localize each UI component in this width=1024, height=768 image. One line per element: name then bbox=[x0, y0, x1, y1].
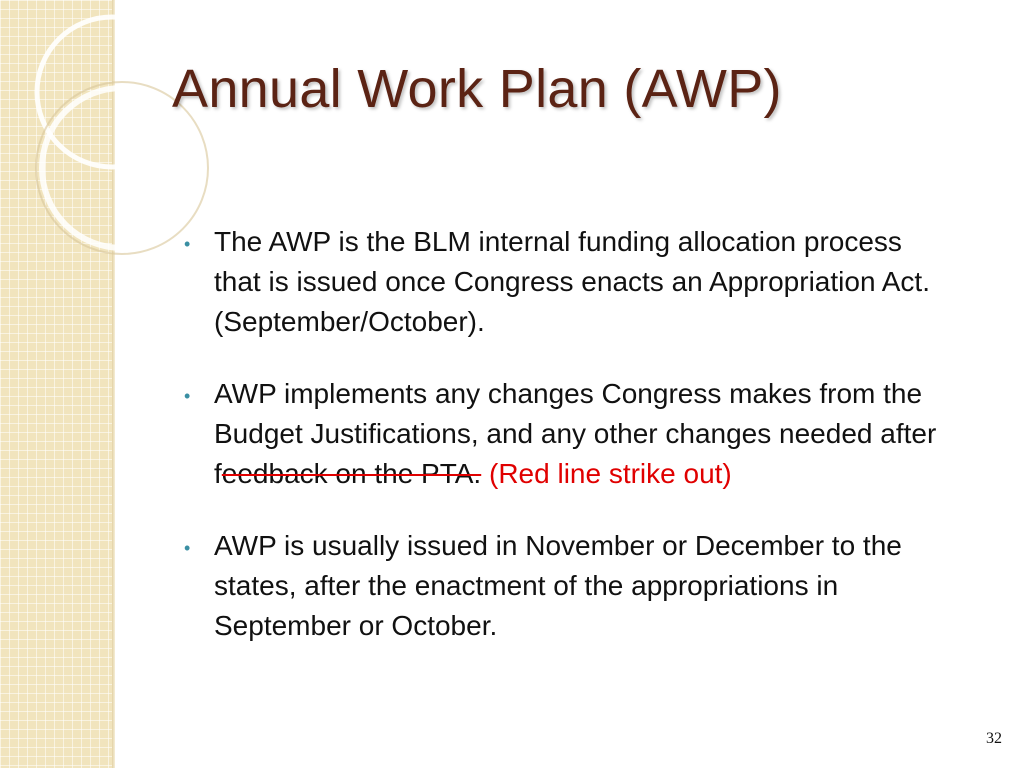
decorative-rings bbox=[0, 0, 180, 260]
bullet-text: AWP is usually issued in November or December to the states, after the enactment of the appropriations in September or October. bbox=[214, 530, 902, 641]
bullet-text: The AWP is the BLM internal funding allocation process that is issued once Congress enacts an Appropriation Act. (September/October). bbox=[214, 226, 930, 337]
slide-title: Annual Work Plan (AWP) bbox=[172, 59, 782, 119]
bullet-marker: • bbox=[184, 538, 191, 558]
struck-through-text: eedback on the PTA. bbox=[221, 458, 482, 489]
bullet-list bbox=[184, 222, 984, 646]
bullet-item-awp-changes bbox=[184, 374, 984, 494]
page-number: 32 bbox=[986, 730, 1002, 747]
bullet-item-awp-timing bbox=[184, 526, 984, 646]
bullet-text bbox=[214, 374, 954, 494]
bullet-item-awp-definition bbox=[184, 222, 984, 342]
decorative-ring-upper bbox=[37, 17, 187, 167]
bullet-marker: • bbox=[184, 234, 191, 254]
red-annotation: (Red line strike out) bbox=[481, 458, 732, 489]
bullet-text-plain: AWP implements any changes Congress makes from the Budget Justifications, and any other changes needed after f bbox=[214, 378, 937, 489]
bullet-marker: • bbox=[184, 386, 191, 406]
